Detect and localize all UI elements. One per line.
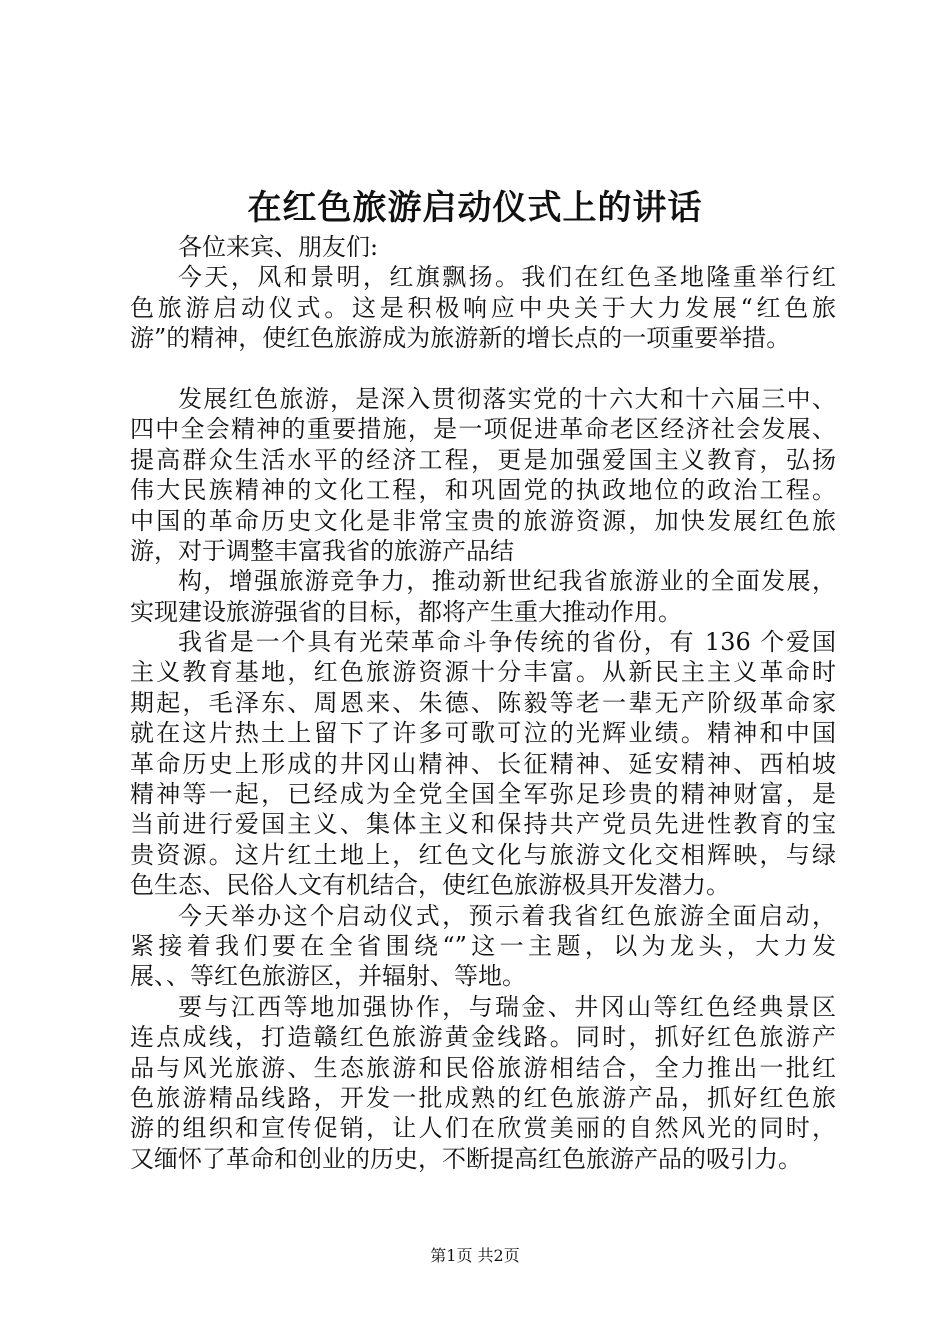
- text-line: 游的组织和宣传促销，让人们在欣赏美丽的自然风光的同时，: [130, 1114, 836, 1143]
- text-line: 主义教育基地，红色旅游资源十分丰富。从新民主主义革命时: [130, 658, 836, 687]
- text-line: 色旅游精品线路，开发一批成熟的红色旅游产品，抓好红色旅: [130, 1083, 836, 1112]
- blank-line: [130, 354, 836, 384]
- text-line: 游”的精神，使红色旅游成为旅游新的增长点的一项重要举措。: [130, 324, 791, 353]
- text-line: 各位来宾、朋友们:: [178, 233, 379, 261]
- text-line: 发展红色旅游，是深入贯彻落实党的十六大和十六届三中、: [178, 384, 836, 413]
- text-line: 品与风光旅游、生态旅游和民俗旅游相结合，全力推出一批红: [130, 1053, 836, 1082]
- text-line: 革命历史上形成的井冈山精神、长征精神、延安精神、西柏坡: [130, 749, 836, 778]
- text-line: 实现建设旅游强省的目标，都将产生重大推动作用。: [130, 597, 682, 626]
- page-footer: 第1页 共2页: [430, 1246, 520, 1265]
- text-line: 又缅怀了革命和创业的历史，不断提高红色旅游产品的吸引力。: [130, 1144, 802, 1173]
- text-line: 期起，毛泽东、周恩来、朱德、陈毅等老一辈无产阶级革命家: [130, 688, 836, 717]
- page-title: 在红色旅游启动仪式上的讲话: [247, 188, 703, 228]
- text-line: 今天举办这个启动仪式，预示着我省红色旅游全面启动，: [178, 901, 836, 930]
- text-line: 精神等一起，已经成为全党全国全军弥足珍贵的精神财富，是: [130, 780, 836, 809]
- text-line: 色旅游启动仪式。这是积极响应中央关于大力发展“红色旅: [130, 293, 836, 322]
- text-line: 当前进行爱国主义、集体主义和保持共产党员先进性教育的宝: [130, 810, 836, 839]
- text-line: 色生态、民俗人文有机结合，使红色旅游极具开发潜力。: [130, 871, 730, 900]
- text-line: 游，对于调整丰富我省的旅游产品结: [130, 536, 514, 565]
- text-line: 构，增强旅游竞争力，推动新世纪我省旅游业的全面发展，: [178, 567, 836, 596]
- text-line: 展、、等红色旅游区，并辐射、等地。: [130, 962, 526, 991]
- text-line: 连点成线，打造赣红色旅游黄金线路。同时，抓好红色旅游产: [130, 1023, 836, 1052]
- text-line: 要与江西等地加强协作，与瑞金、井冈山等红色经典景区: [178, 992, 836, 1021]
- text-line: 今天，风和景明，红旗飘扬。我们在红色圣地隆重举行红: [178, 263, 836, 292]
- text-line: 四中全会精神的重要措施，是一项促进革命老区经济社会发展、: [130, 415, 836, 444]
- text-line: 中国的革命历史文化是非常宝贵的旅游资源，加快发展红色旅: [130, 506, 836, 535]
- text-line: 伟大民族精神的文化工程，和巩固党的执政地位的政治工程。: [130, 476, 836, 505]
- text-line: 就在这片热土上留下了许多可歌可泣的光辉业绩。精神和中国: [130, 719, 836, 748]
- text-line: 我省是一个具有光荣革命斗争传统的省份，有 136 个爱国: [178, 628, 836, 657]
- text-line: 贵资源。这片红土地上，红色文化与旅游文化交相辉映，与绿: [130, 840, 836, 869]
- text-line: 紧接着我们要在全省围绕“”这一主题，以为龙头，大力发: [130, 931, 836, 960]
- speech-body: [130, 232, 836, 1174]
- text-line: 提高群众生活水平的经济工程，更是加强爱国主义教育，弘扬: [130, 445, 836, 474]
